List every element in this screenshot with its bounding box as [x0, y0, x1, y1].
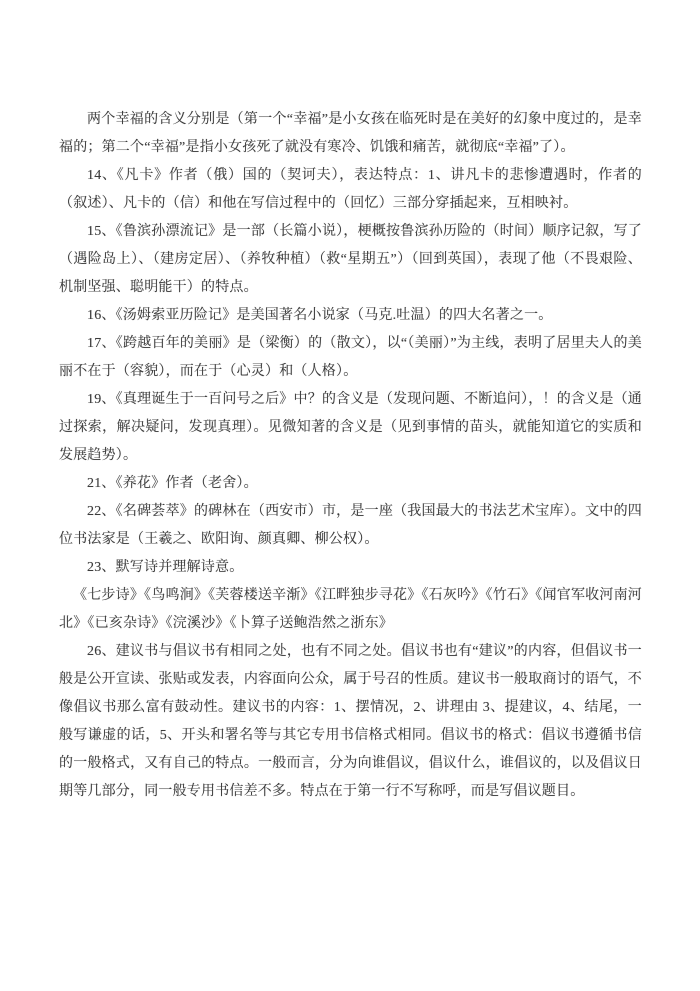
paragraph-item-15: 15、《鲁滨孙漂流记》是一部（长篇小说），梗概按鲁滨孙历险的（时间）顺序记叙，写了（遇险岛上）、（建房定居）、（养牧种植）（救“星期五”）（回到英国），表现了他（不畏艰险、机制坚强、聪明能干）的特点。 — [59, 224, 642, 295]
document-text-block — [59, 106, 642, 806]
paragraph-item-14: 14、《凡卡》作者（俄）国的（契诃夫），表达特点：1、讲凡卡的悲惨遭遇时，作者的（叙述）、凡卡的（信）和他在写信过程中的（回忆）三部分穿插起来，互相映衬。 — [59, 168, 642, 211]
paragraph-item-19: 19、《真理诞生于一百问号之后》中？的含义是（发现问题、不断追问），！的含义是（通过探索，解决疑问，发现真理）。见微知著的含义是（见到事情的苗头，就能知道它的实质和发展趋势）。 — [59, 392, 642, 463]
paragraph-item-23: 23、默写诗并理解诗意。 — [87, 560, 244, 575]
paragraph-item-26: 26、建议书与倡议书有相同之处，也有不同之处。倡议书也有“建议”的内容，但倡议书一般是公开宣读、张贴或发表，内容面向公众，属于号召的性质。建议书一般取商讨的语气，不像倡议书那么富有鼓动性。建议书的内容：1、摆情况，2、讲理由 3、提建议，4、结尾，一般写谦虚的话，5、开头和署名等与其它专用书信格式相同。倡议书的格式：倡议书遵循书信的一般格式，又有自己的特点。一般而言，分为向谁倡议，倡议什么，谁倡议的，以及倡议日期等几部分，同一般专用书信差不多。特点在于第一行不写称呼，而是写倡议题目。 — [59, 644, 642, 799]
paragraph-happiness-continuation: 两个幸福的含义分别是（第一个“幸福”是小女孩在临死时是在美好的幻象中度过的，是幸福的；第二个“幸福”是指小女孩死了就没有寒冷、饥饿和痛苦，就彻底“幸福”了）。 — [59, 112, 642, 155]
paragraph-item-17: 17、《跨越百年的美丽》是（梁衡）的（散文），以“（美丽）”为主线，表明了居里夫人的美丽不在于（容貌），而在于（心灵）和（人格）。 — [59, 336, 642, 379]
paragraph-poem-titles: 《七步诗》《鸟鸣涧》《芙蓉楼送辛渐》《江畔独步寻花》《石灰吟》《竹石》《闻官军收河南河北》《已亥杂诗》《浣溪沙》《卜算子送鲍浩然之浙东》 — [59, 588, 642, 631]
paragraph-item-22: 22、《名碑荟萃》的碑林在（西安市）市，是一座（我国最大的书法艺术宝库）。文中的四位书法家是（王羲之、欧阳询、颜真卿、柳公权）。 — [59, 504, 642, 547]
paragraph-item-21: 21、《养花》作者（老舍）。 — [87, 476, 258, 491]
paragraph-item-16: 16、《汤姆索亚历险记》是美国著名小说家（马克.吐温）的四大名著之一。 — [87, 308, 553, 323]
